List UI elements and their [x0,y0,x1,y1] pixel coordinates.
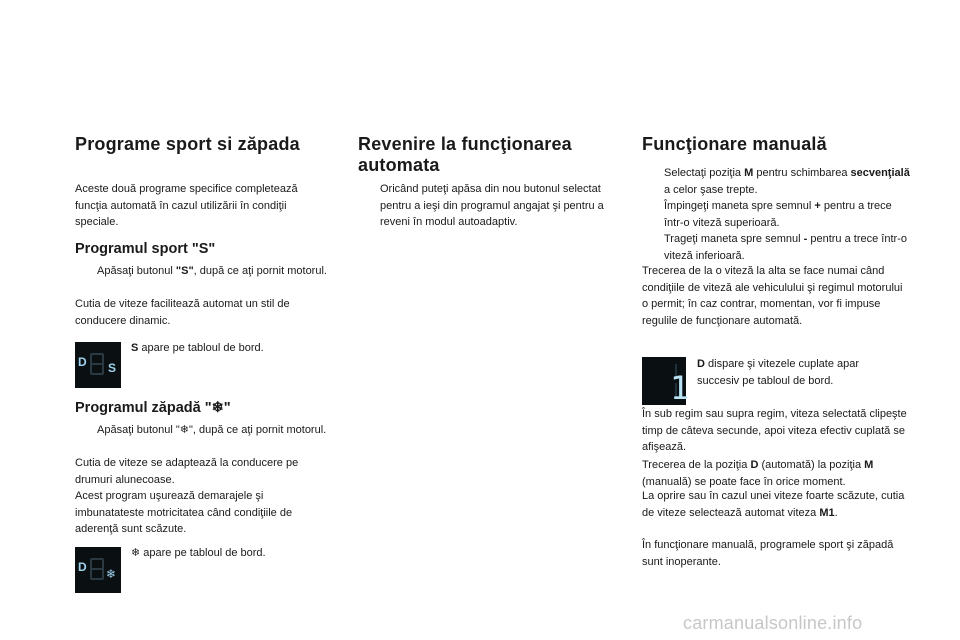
heading-snow-program: Programul zăpadă "❄" [75,400,231,416]
dashboard-display-sport-image [75,342,121,388]
manual-paragraph-4: La oprire sau în cazul unei viteze foarte scăzute, cutia de viteze selectează automat viteza M1. [642,490,905,519]
snow-description-1: Cutia de viteze se adaptează la conducere pe drumuri alunecoase. [75,457,299,486]
display-snowflake-icon: ❄ [106,567,117,581]
bullet-pull-minus: Trageţi maneta spre semnul - pentru a trece într-o viteză inferioară. [664,233,907,262]
display-letter-s: S [108,361,117,375]
manual-paragraph-2: În sub regim sau supra regim, viteza selectată clipeşte timp de câteva secunde, apoi viteza efectiv cuplată se afişează. [642,408,907,453]
bullet-snow-button: Apăsaţi butonul "❄", după ce aţi pornit motorul. [97,424,327,436]
section-title-return-line2: automata [358,155,440,175]
section-title-manual: Funcţionare manuală [642,134,827,154]
manual-paragraph-3: Trecerea de la poziţia D (automată) la poziţia M (manuală) se poate face în orice moment. [642,459,874,488]
section-title-return-line1: Revenire la funcţionarea [358,134,572,154]
manual-paragraph-1: Trecerea de la o viteză la alta se face numai când condiţiile de viteză ale vehiculului şi regimul motorului o permit; în caz contrar, momentan, vor fi impuse regulile de funcţionare automată. [642,265,903,327]
snowflake-icon: ❄ [211,400,224,416]
intro-paragraph: Aceste două programe specifice completează funcţia automată în cazul utilizării în condiţii speciale. [75,183,298,228]
dashboard-display-gear-image [642,357,690,407]
section-title-sport-snow: Programe sport si zăpada [75,134,300,154]
manual-paragraph-5: În funcţionare manuală, programele sport şi zăpadă sunt inoperante. [642,539,894,568]
bullet-push-plus: Împingeţi maneta spre semnul + pentru a trece într-o viteză superioară. [664,200,892,229]
caption-sport-display: S apare pe tabloul de bord. [131,342,264,354]
dashboard-display-snow-image [75,547,121,593]
display-gear-digit: 1 [670,369,690,407]
caption-gear-display: D dispare şi vitezele cuplate apar succesiv pe tabloul de bord. [697,358,860,387]
bullet-select-m: Selectaţi poziţia M pentru schimbarea secvenţială a celor şase trepte. [664,167,910,196]
snow-description-2: Acest program uşurează demarajele şi imbunatateste motricitatea când condiţiile de aderenţă sunt scăzute. [75,490,293,535]
watermark-text: carmanualsonline.info [683,613,863,633]
heading-sport-program: Programul sport "S" [75,241,216,257]
sport-description: Cutia de viteze facilitează automat un stil de conducere dinamic. [75,298,290,327]
bullet-return-automatic: Oricând puteţi apăsa din nou butonul selectat pentru a ieşi din programul angajat şi pentru a reveni în modul autoadaptiv. [380,183,604,228]
snowflake-icon: ❄ [131,547,141,559]
caption-snow-display: ❄ apare pe tabloul de bord. [131,547,266,559]
display-letter-d: D [78,560,87,574]
bullet-sport-button: Apăsaţi butonul "S", după ce aţi pornit motorul. [97,265,327,277]
display-letter-d: D [78,355,87,369]
